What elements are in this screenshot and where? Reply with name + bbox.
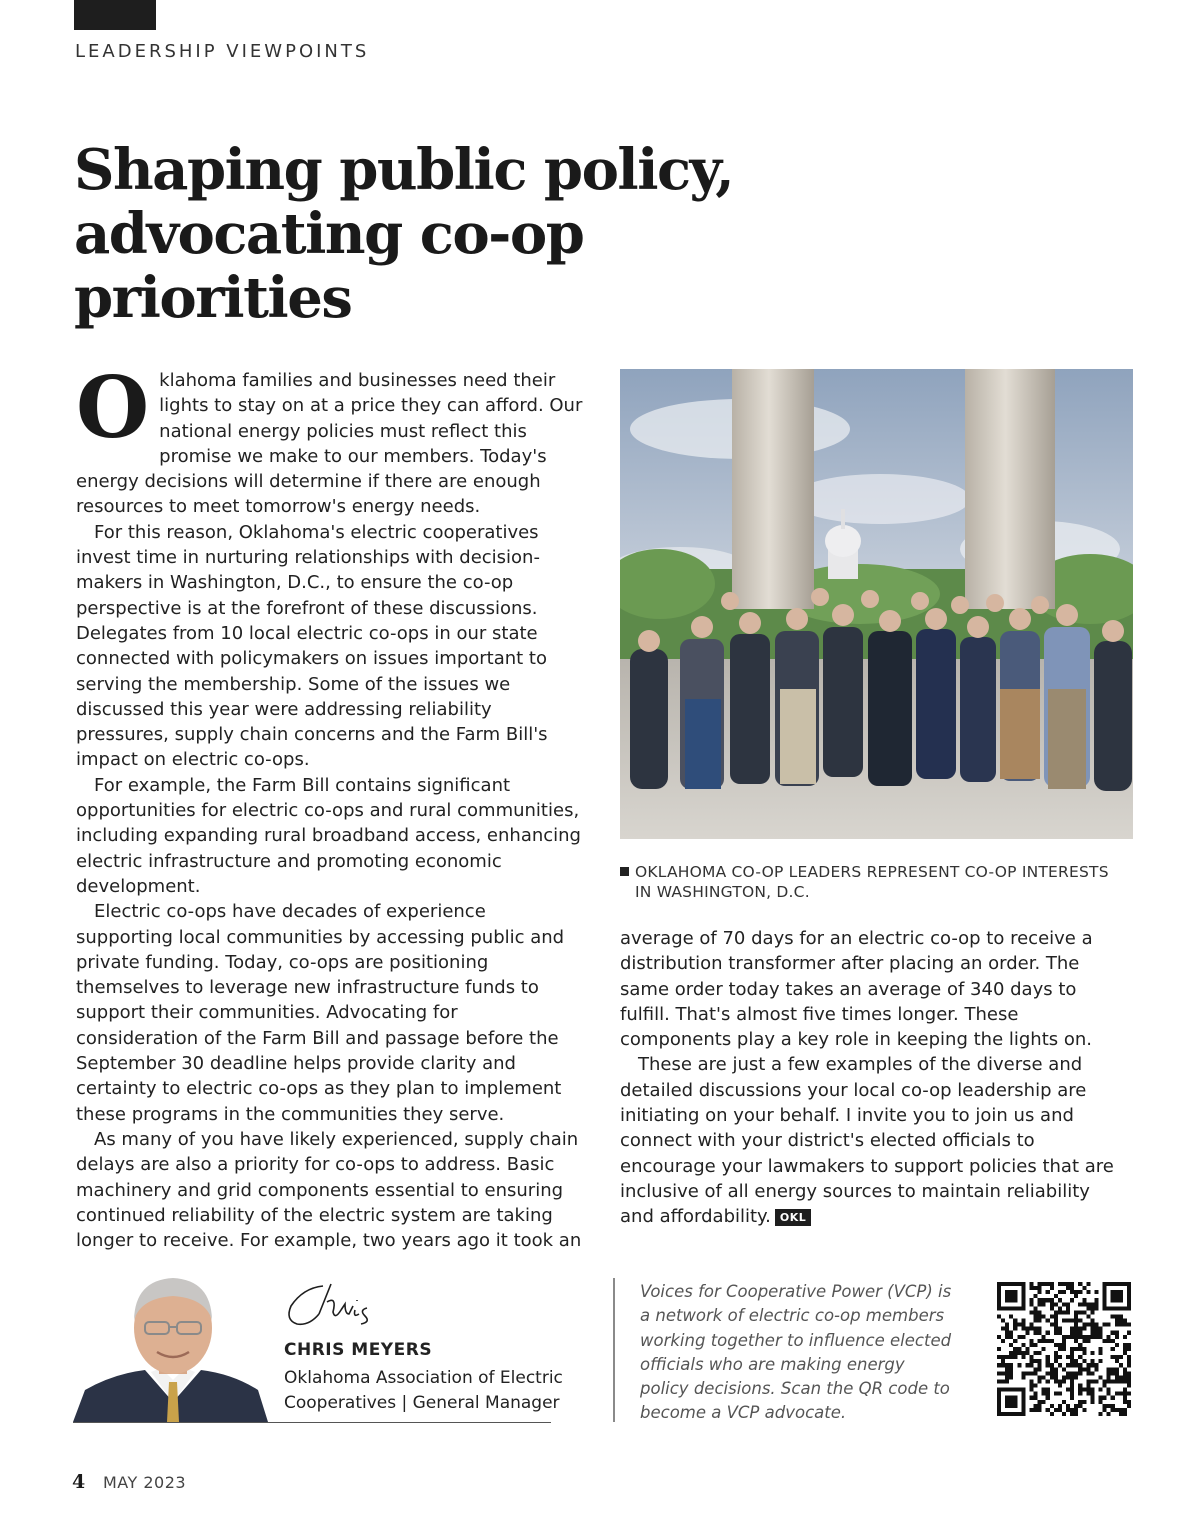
article-paragraph-3: For example, the Farm Bill contains significant opportunities for electric co-ops and rural communities, including expanding rural broadband access, enhancing electric infrastructure and promoting economic development. xyxy=(76,774,581,897)
author-portrait xyxy=(73,1268,268,1422)
group-photo xyxy=(620,369,1133,839)
article-column-right xyxy=(620,926,1128,1230)
qr-code[interactable] xyxy=(997,1282,1131,1416)
end-mark-badge: OKL xyxy=(775,1209,811,1226)
issue-date: MAY 2023 xyxy=(103,1473,187,1492)
page-number: 4 xyxy=(72,1471,86,1493)
article-paragraph-4: Electric co-ops have decades of experience supporting local communities by accessing public and private funding. Today, co-ops are positioning themselves to leverage new infrastructure funds to support their communities. Advocating for consideration of the Farm Bill and passage before the September 30 deadline helps provide clarity and certainty to electric co-ops as they plan to implement these programs in the communities they serve. xyxy=(76,901,565,1125)
header-bar xyxy=(74,0,156,30)
article-title: Shaping public policy, advocating co-op priorities xyxy=(74,137,734,331)
group-photo-illustration xyxy=(620,369,1133,839)
article-paragraph-1: Oklahoma families and businesses need their lights to stay on at a price they can afford. Our national energy policies must reflect this promise we make to our members. Today's energy decisions will determine if there are enough resources to meet tomorrow's energy needs. xyxy=(76,358,583,518)
photo-caption: OKLAHOMA CO-OP LEADERS REPRESENT CO-OP INTERESTS IN WASHINGTON, D.C. xyxy=(620,862,1120,902)
article-paragraph-2: For this reason, Oklahoma's electric cooperatives invest time in nurturing relationships with decision-makers in Washington, D.C., to ensure the co-op perspective is at the forefront of these discussions. Delegates from 10 local electric co-ops in our state connected with policymakers on issues important to serving the membership. Some of the issues we discussed this year were addressing reliability pressures, supply chain concerns and the Farm Bill's impact on electric co-ops. xyxy=(76,521,548,771)
article-paragraph-7: These are just a few examples of the diverse and detailed discussions your local co-op leadership are initiating on your behalf. I invite you to join us and connect with your district's elected officials to encourage your lawmakers to support policies that are inclusive of all energy sources to maintain reliability and affordability. OKL xyxy=(620,1054,1114,1228)
article-paragraph-6: average of 70 days for an electric co-op to receive a distribution transformer after placing an order. The same order today takes an average of 340 days to fulfill. That's almost five times longer. These components play a key role in keeping the lights on. xyxy=(620,928,1093,1051)
author-block xyxy=(73,1268,563,1423)
article-paragraph-5: As many of you have likely experienced, supply chain delays are also a priority for co-ops to address. Basic machinery and grid components essential to ensuring continued reliability of the electric system are taking longer to receive. For example, two years ago it took an xyxy=(76,1128,582,1252)
author-title: Oklahoma Association of Electric Cooperatives | General Manager xyxy=(284,1368,563,1413)
caption-square-icon xyxy=(620,867,629,876)
author-signature xyxy=(283,1278,403,1334)
author-name: CHRIS MEYERS xyxy=(284,1340,433,1360)
section-label: LEADERSHIP VIEWPOINTS xyxy=(75,41,370,62)
vertical-divider xyxy=(613,1278,615,1422)
article-column-left xyxy=(76,358,584,1253)
drop-cap: O xyxy=(76,358,150,457)
vcp-blurb: Voices for Cooperative Power (VCP) is a network of electric co-op members working together to influence elected officials who are making energy policy decisions. Scan the QR code to become a VCP advocate. xyxy=(640,1282,952,1423)
